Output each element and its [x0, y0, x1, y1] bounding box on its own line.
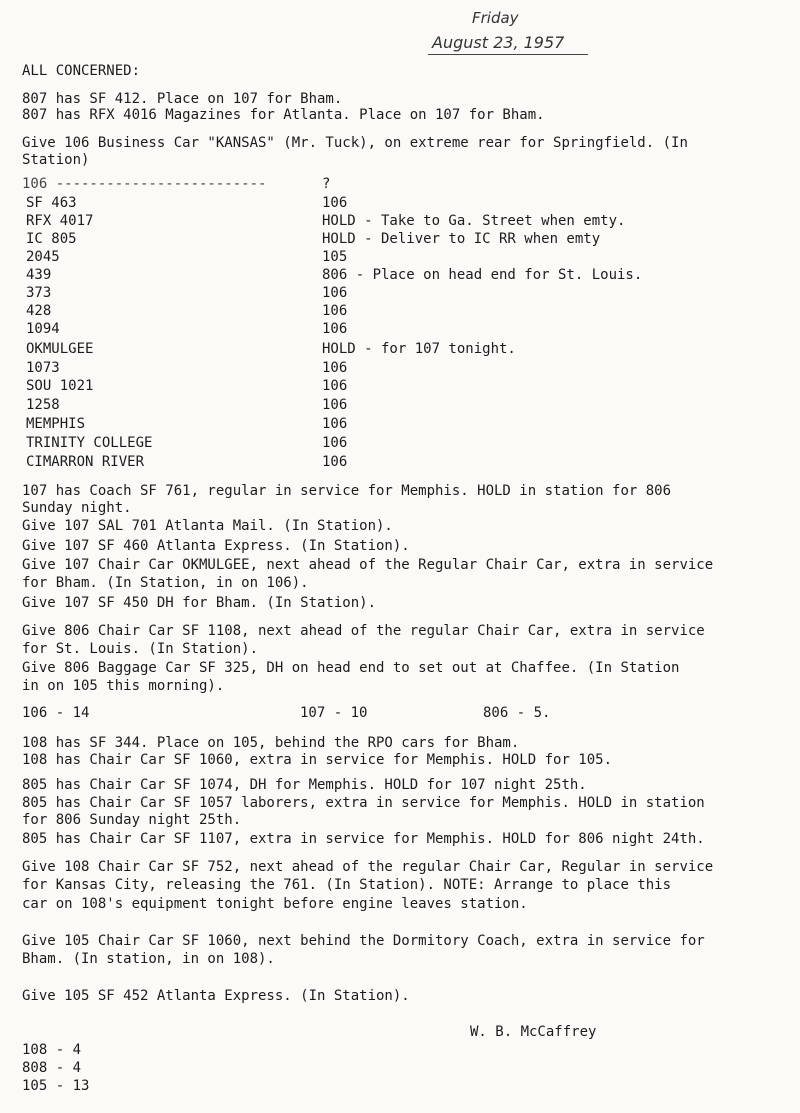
car-id: TRINITY COLLEGE — [26, 435, 153, 451]
consist-heading-mark: ? — [322, 176, 331, 192]
car-id: 2045 — [26, 249, 60, 265]
total-count: 808 - 4 — [22, 1060, 82, 1076]
signature: W. B. McCaffrey — [470, 1024, 597, 1040]
instruction-line: 108 has SF 344. Place on 105, behind the RPO cars for Bham. — [22, 735, 520, 751]
intro-line: 807 has SF 412. Place on 107 for Bham. — [22, 91, 343, 107]
instruction-line: car on 108's equipment tonight before engine leaves station. — [22, 896, 528, 912]
handwritten-day: Friday — [472, 9, 519, 27]
car-id: SOU 1021 — [26, 378, 94, 394]
instruction-line: Give 108 Chair Car SF 752, next ahead of the regular Chair Car, Regular in service — [22, 859, 714, 875]
car-disposition: 106 — [322, 285, 348, 301]
car-id: 1258 — [26, 397, 60, 413]
instruction-line: 107 has Coach SF 761, regular in service for Memphis. HOLD in station for 806 — [22, 483, 672, 499]
car-id: 428 — [26, 303, 52, 319]
car-disposition: 106 — [322, 321, 348, 337]
car-disposition: 806 - Place on head end for St. Louis. — [322, 267, 643, 283]
intro-line: Give 106 Business Car "KANSAS" (Mr. Tuck), on extreme rear for Springfield. (In — [22, 135, 688, 151]
car-disposition: HOLD - for 107 tonight. — [322, 341, 516, 357]
car-disposition: 106 — [322, 195, 348, 211]
total-count: 105 - 13 — [22, 1078, 90, 1094]
instruction-line: Sunday night. — [22, 500, 132, 516]
handwritten-date: August 23, 1957 — [432, 33, 565, 52]
instruction-line: 805 has Chair Car SF 1074, DH for Memphis. HOLD for 107 night 25th. — [22, 777, 587, 793]
instruction-line: 108 has Chair Car SF 1060, extra in service for Memphis. HOLD for 105. — [22, 752, 613, 768]
instruction-line: Give 107 SF 450 DH for Bham. (In Station). — [22, 595, 377, 611]
car-id: SF 463 — [26, 195, 77, 211]
car-id: 1094 — [26, 321, 60, 337]
car-id: 373 — [26, 285, 52, 301]
car-disposition: 105 — [322, 249, 348, 265]
instruction-line: Give 806 Chair Car SF 1108, next ahead of the regular Chair Car, extra in service — [22, 623, 705, 639]
date-underline — [428, 54, 588, 55]
car-id: MEMPHIS — [26, 416, 86, 432]
instruction-line: 805 has Chair Car SF 1107, extra in service for Memphis. HOLD for 806 night 24th. — [22, 831, 705, 847]
instruction-line: for 806 Sunday night 25th. — [22, 812, 242, 828]
consist-heading: 106 ------------------------- — [22, 176, 267, 192]
car-disposition: 106 — [322, 454, 348, 470]
car-disposition: HOLD - Deliver to IC RR when emty — [322, 231, 601, 247]
instruction-line: Give 105 SF 452 Atlanta Express. (In Station). — [22, 988, 410, 1004]
intro-line: Station) — [22, 152, 90, 168]
car-id: RFX 4017 — [26, 213, 94, 229]
instruction-line: Give 107 SF 460 Atlanta Express. (In Station). — [22, 538, 410, 554]
car-disposition: 106 — [322, 360, 348, 376]
instruction-line: Give 107 Chair Car OKMULGEE, next ahead of the Regular Chair Car, extra in service — [22, 557, 714, 573]
car-disposition: 106 — [322, 303, 348, 319]
car-id: 439 — [26, 267, 52, 283]
instruction-line: Give 806 Baggage Car SF 325, DH on head end to set out at Chaffee. (In Station — [22, 660, 680, 676]
car-id: 1073 — [26, 360, 60, 376]
car-disposition: 106 — [322, 416, 348, 432]
salutation: ALL CONCERNED: — [22, 63, 141, 79]
car-disposition: 106 — [322, 378, 348, 394]
car-id: OKMULGEE — [26, 341, 94, 357]
intro-line: 807 has RFX 4016 Magazines for Atlanta. Place on 107 for Bham. — [22, 107, 545, 123]
instruction-line: Give 107 SAL 701 Atlanta Mail. (In Station). — [22, 518, 393, 534]
instruction-line: for Kansas City, releasing the 761. (In Station). NOTE: Arrange to place this — [22, 877, 672, 893]
total-count: 107 - 10 — [300, 705, 368, 721]
total-count: 806 - 5. — [483, 705, 551, 721]
instruction-line: 805 has Chair Car SF 1057 laborers, extra in service for Memphis. HOLD in station — [22, 795, 705, 811]
car-id: IC 805 — [26, 231, 77, 247]
total-count: 106 - 14 — [22, 705, 90, 721]
car-disposition: 106 — [322, 435, 348, 451]
instruction-line: for Bham. (In Station, in on 106). — [22, 575, 309, 591]
car-id: CIMARRON RIVER — [26, 454, 145, 470]
instruction-line: in on 105 this morning). — [22, 678, 225, 694]
instruction-line: Give 105 Chair Car SF 1060, next behind the Dormitory Coach, extra in service for — [22, 933, 705, 949]
car-disposition: 106 — [322, 397, 348, 413]
car-disposition: HOLD - Take to Ga. Street when emty. — [322, 213, 626, 229]
instruction-line: for St. Louis. (In Station). — [22, 641, 259, 657]
total-count: 108 - 4 — [22, 1042, 82, 1058]
instruction-line: Bham. (In station, in on 108). — [22, 951, 275, 967]
